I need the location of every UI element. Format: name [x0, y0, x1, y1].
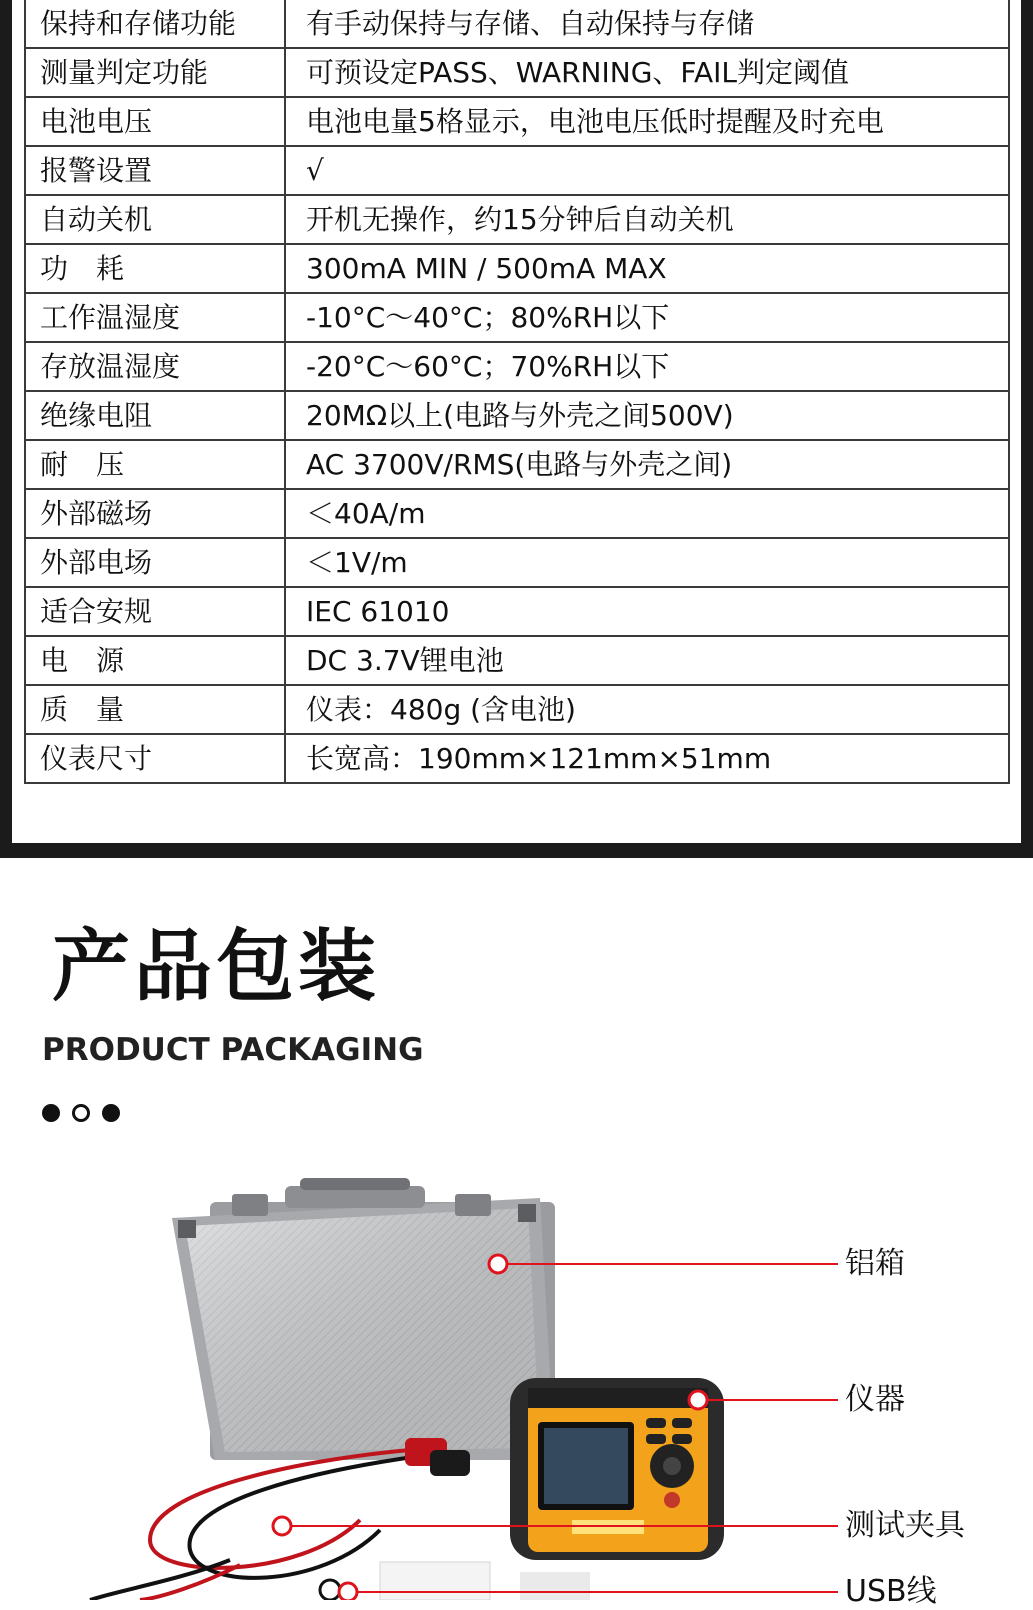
- spec-value: 有手动保持与存储、自动保持与存储: [285, 0, 1009, 48]
- callout-label-usb: USB线: [845, 1574, 937, 1609]
- callout-label-fixture: 测试夹具: [845, 1508, 965, 1543]
- spec-row: [25, 734, 1009, 783]
- usb-cable-icon: [320, 1580, 340, 1600]
- usb-cable-pack: [520, 1572, 590, 1600]
- spec-row: [25, 587, 1009, 636]
- spec-key: 报警设置: [25, 146, 285, 195]
- spec-key: 工作温湿度: [25, 293, 285, 342]
- dot-icon: [102, 1104, 120, 1122]
- spec-key: 测量判定功能: [25, 48, 285, 97]
- spec-key: 存放温湿度: [25, 342, 285, 391]
- dot-icon: [42, 1104, 60, 1122]
- spec-row: [25, 538, 1009, 587]
- spec-key: 耐 压: [25, 440, 285, 489]
- spec-row: [25, 146, 1009, 195]
- spec-table: [24, 0, 1010, 784]
- spec-row: [25, 489, 1009, 538]
- spec-key: 电池电压: [25, 97, 285, 146]
- packaging-title: 产品包装: [52, 922, 381, 1012]
- spec-key: 质 量: [25, 685, 285, 734]
- manual-card: [380, 1562, 490, 1600]
- spec-value: -10°C～40°C；80%RH以下: [285, 293, 1009, 342]
- packaging-subtitle: PRODUCT PACKAGING: [42, 1032, 424, 1068]
- spec-row: [25, 636, 1009, 685]
- spec-value: DC 3.7V锂电池: [285, 636, 1009, 685]
- black-clamp-icon: [430, 1450, 470, 1476]
- spec-value: AC 3700V/RMS(电路与外壳之间): [285, 440, 1009, 489]
- spec-row: [25, 48, 1009, 97]
- callout-label-instrument: 仪器: [845, 1382, 905, 1417]
- spec-card: [12, 0, 1021, 843]
- aluminum-case: [172, 1178, 555, 1460]
- spec-key: 适合安规: [25, 587, 285, 636]
- spec-row: [25, 244, 1009, 293]
- spec-value: 长宽高：190mm×121mm×51mm: [285, 734, 1009, 783]
- spec-value: 可预设定PASS、WARNING、FAIL判定阈值: [285, 48, 1009, 97]
- spec-row: [25, 440, 1009, 489]
- spec-value: 仪表：480g (含电池): [285, 685, 1009, 734]
- spec-value: -20°C～60°C；70%RH以下: [285, 342, 1009, 391]
- decorative-dots: [42, 1104, 120, 1122]
- spec-key: 电 源: [25, 636, 285, 685]
- spec-key: 绝缘电阻: [25, 391, 285, 440]
- spec-value: 20MΩ以上(电路与外壳之间500V): [285, 391, 1009, 440]
- spec-row: [25, 293, 1009, 342]
- dot-ring-icon: [72, 1104, 90, 1122]
- spec-value: IEC 61010: [285, 587, 1009, 636]
- callout-label-case: 铝箱: [845, 1246, 905, 1281]
- spec-key: 自动关机: [25, 195, 285, 244]
- spec-value: √: [285, 146, 1009, 195]
- spec-row: [25, 685, 1009, 734]
- spec-row: [25, 391, 1009, 440]
- spec-value: 开机无操作，约15分钟后自动关机: [285, 195, 1009, 244]
- spec-key: 功 耗: [25, 244, 285, 293]
- spec-value: 300mA MIN / 500mA MAX: [285, 244, 1009, 293]
- spec-row: [25, 195, 1009, 244]
- spec-key: 保持和存储功能: [25, 0, 285, 48]
- spec-row: [25, 0, 1009, 48]
- spec-value: 电池电量5格显示，电池电压低时提醒及时充电: [285, 97, 1009, 146]
- spec-key: 仪表尺寸: [25, 734, 285, 783]
- spec-key: 外部电场: [25, 538, 285, 587]
- spec-row: [25, 97, 1009, 146]
- spec-value: ＜1V/m: [285, 538, 1009, 587]
- spec-value: ＜40A/m: [285, 489, 1009, 538]
- spec-row: [25, 342, 1009, 391]
- spec-key: 外部磁场: [25, 489, 285, 538]
